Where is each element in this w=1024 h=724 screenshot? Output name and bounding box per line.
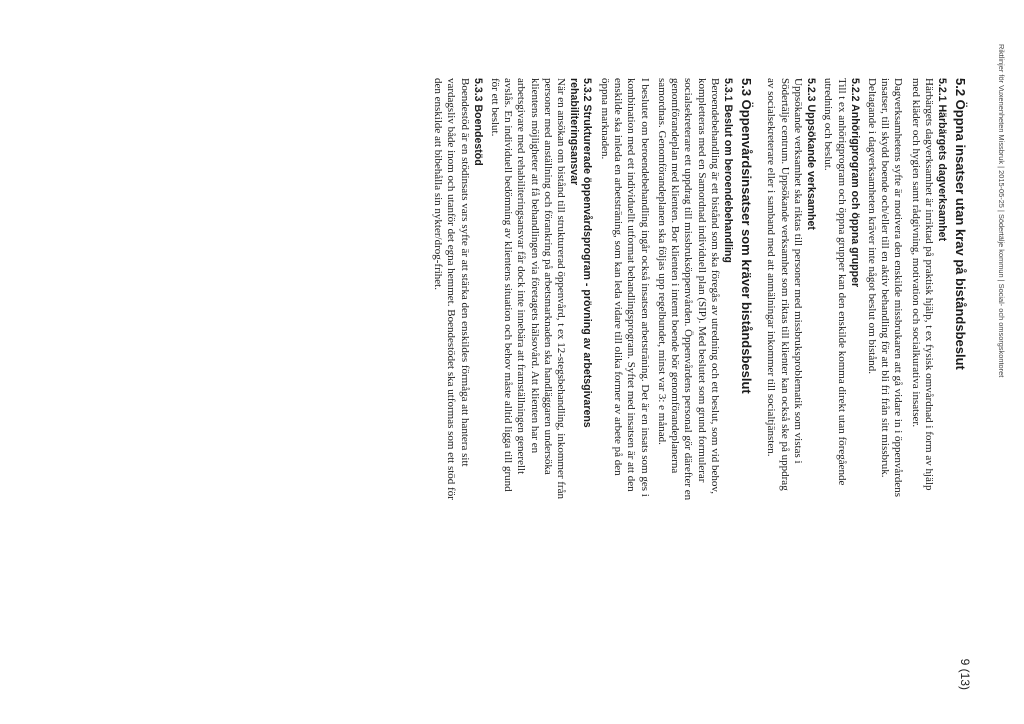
section-5-2-2-paragraph-1: Till t ex anhörigprogram och öppna grupper kan den enskilde komma direkt utan föregående utredning och beslut.: [822, 78, 848, 486]
section-5-2-1-heading: 5.2.1 Härbärgets dagverksamhet: [936, 78, 948, 242]
document-body: [427, 78, 968, 698]
section-5-2-1-paragraph-1: Härbärgets dagverksamhet är inriktad på praktisk hjälp, t ex fysisk omvårdnad i form av hjälp med kläder och hygien samt rådgivning, motivation och socialkurativa insatser.: [909, 78, 935, 491]
section-5-3-1-paragraph-1: Beroendebehandling är ett bistånd som ska föregås av utredning och ett beslut, som vid behov, kompletteras med en Samordnad individuell plan (SIP). Med beslutet som grund formulerar socialsekreterare ett uppdrag till missbruksöppenvården. Öppenvårdens personal gör därefter en genomförandeplan med klienten. Bor klienten i intemt boende bör genomförandeplanerna samordnas. Genomförandeplanen ska följas upp regelbundet, minst var 3: e månad.: [655, 78, 722, 501]
section-5-3-3-paragraph-1: Boendestöd är en stödinsats vars syfte är att stärka den enskildes förmåga att hantera sitt vardagsliv både inom och utanför det egna hemmet. Boendestödet ska utformas som ett stöd för den enskilde att bibehålla sin nykter/drog-frihet.: [431, 78, 471, 500]
running-header: Riktlinjer för Vuxenenheten Missbruk | 2015-05-25 | Södertälje kommun | Social- och omsorgskontoret: [997, 44, 1006, 378]
section-5-3-2-heading-line-2: rehabiliteringsansvar: [568, 78, 581, 186]
section-5-3-2-heading-line-1: 5.3.2 Strukturerade öppenvårdsprogram - prövning av arbetsgivarens: [581, 78, 594, 428]
section-5-3-3-heading: 5.3.3 Boendestöd: [471, 78, 484, 166]
section-5-3-1-heading: 5.3.1 Beslut om beroendebehandling: [722, 78, 735, 263]
section-5-3-1-paragraph-2: I beslutet om beroendebehandling ingår också insatsen arbetsträning. Det är en insats som ges i kombination med ett individuellt utformat behandlingsprogram. Syftet med insatsen är att den enskilde ska inleda en arbetsträning, som kan leda vidare till olika former av arbete på den öppna marknaden.: [598, 78, 651, 497]
section-5-2-1-paragraph-2: Dagverksamhetens syfte är motivera den enskilde missbrukaren att gå vidare in i öppenvårdens insatser, till skydd boende och/eller till en aktiv behandling för att bli fri från sitt missbruk. Deltagande i dagverksamheten kräver inte något beslut om bistånd.: [865, 78, 905, 498]
section-5-3-heading: 5.3 Öppenvårdsinsatser som kräver biståndsbeslut: [739, 78, 755, 394]
section-5-3-2-paragraph-1: När en ansökan om bistånd till strukturerad öppenvård, t ex 12-stegsbehandling, inkommer från personer med anställning och förankring på arbetsmarknaden ska handläggaren undersöka klientens möjligheter att få behandlingen via företagets hälsovård. Att klienten har en arbetsgivare med rehabiliteringsansvar får dock inte innebära att framställningen generellt avslås. En individuell bedömning av klientens situation och behov måste alltid ligga till grund för ett beslut.: [488, 78, 568, 499]
section-5-2-2-heading: 5.2.2 Anhörigprogram och öppna grupper: [848, 78, 861, 288]
page-number: 9 (13): [958, 658, 972, 690]
section-5-2-3-heading: 5.2.3 Uppsökande verksamhet: [804, 78, 817, 230]
section-5-2-heading: 5.2 Öppna insatser utan krav på biståndsbeslut: [953, 78, 968, 370]
section-5-3-2-heading: [567, 78, 593, 698]
section-5-2-3-paragraph-1: Uppsökande verksamhet ska riktas till personer med missbruksproblematik som vistas i Södertälje centrum. Uppsökande verksamhet som riktas till klienter kan också ske på uppdrag av socialsekreterare eller i samband med att anmälningar inkommer till socialtjänsten.: [765, 78, 804, 491]
